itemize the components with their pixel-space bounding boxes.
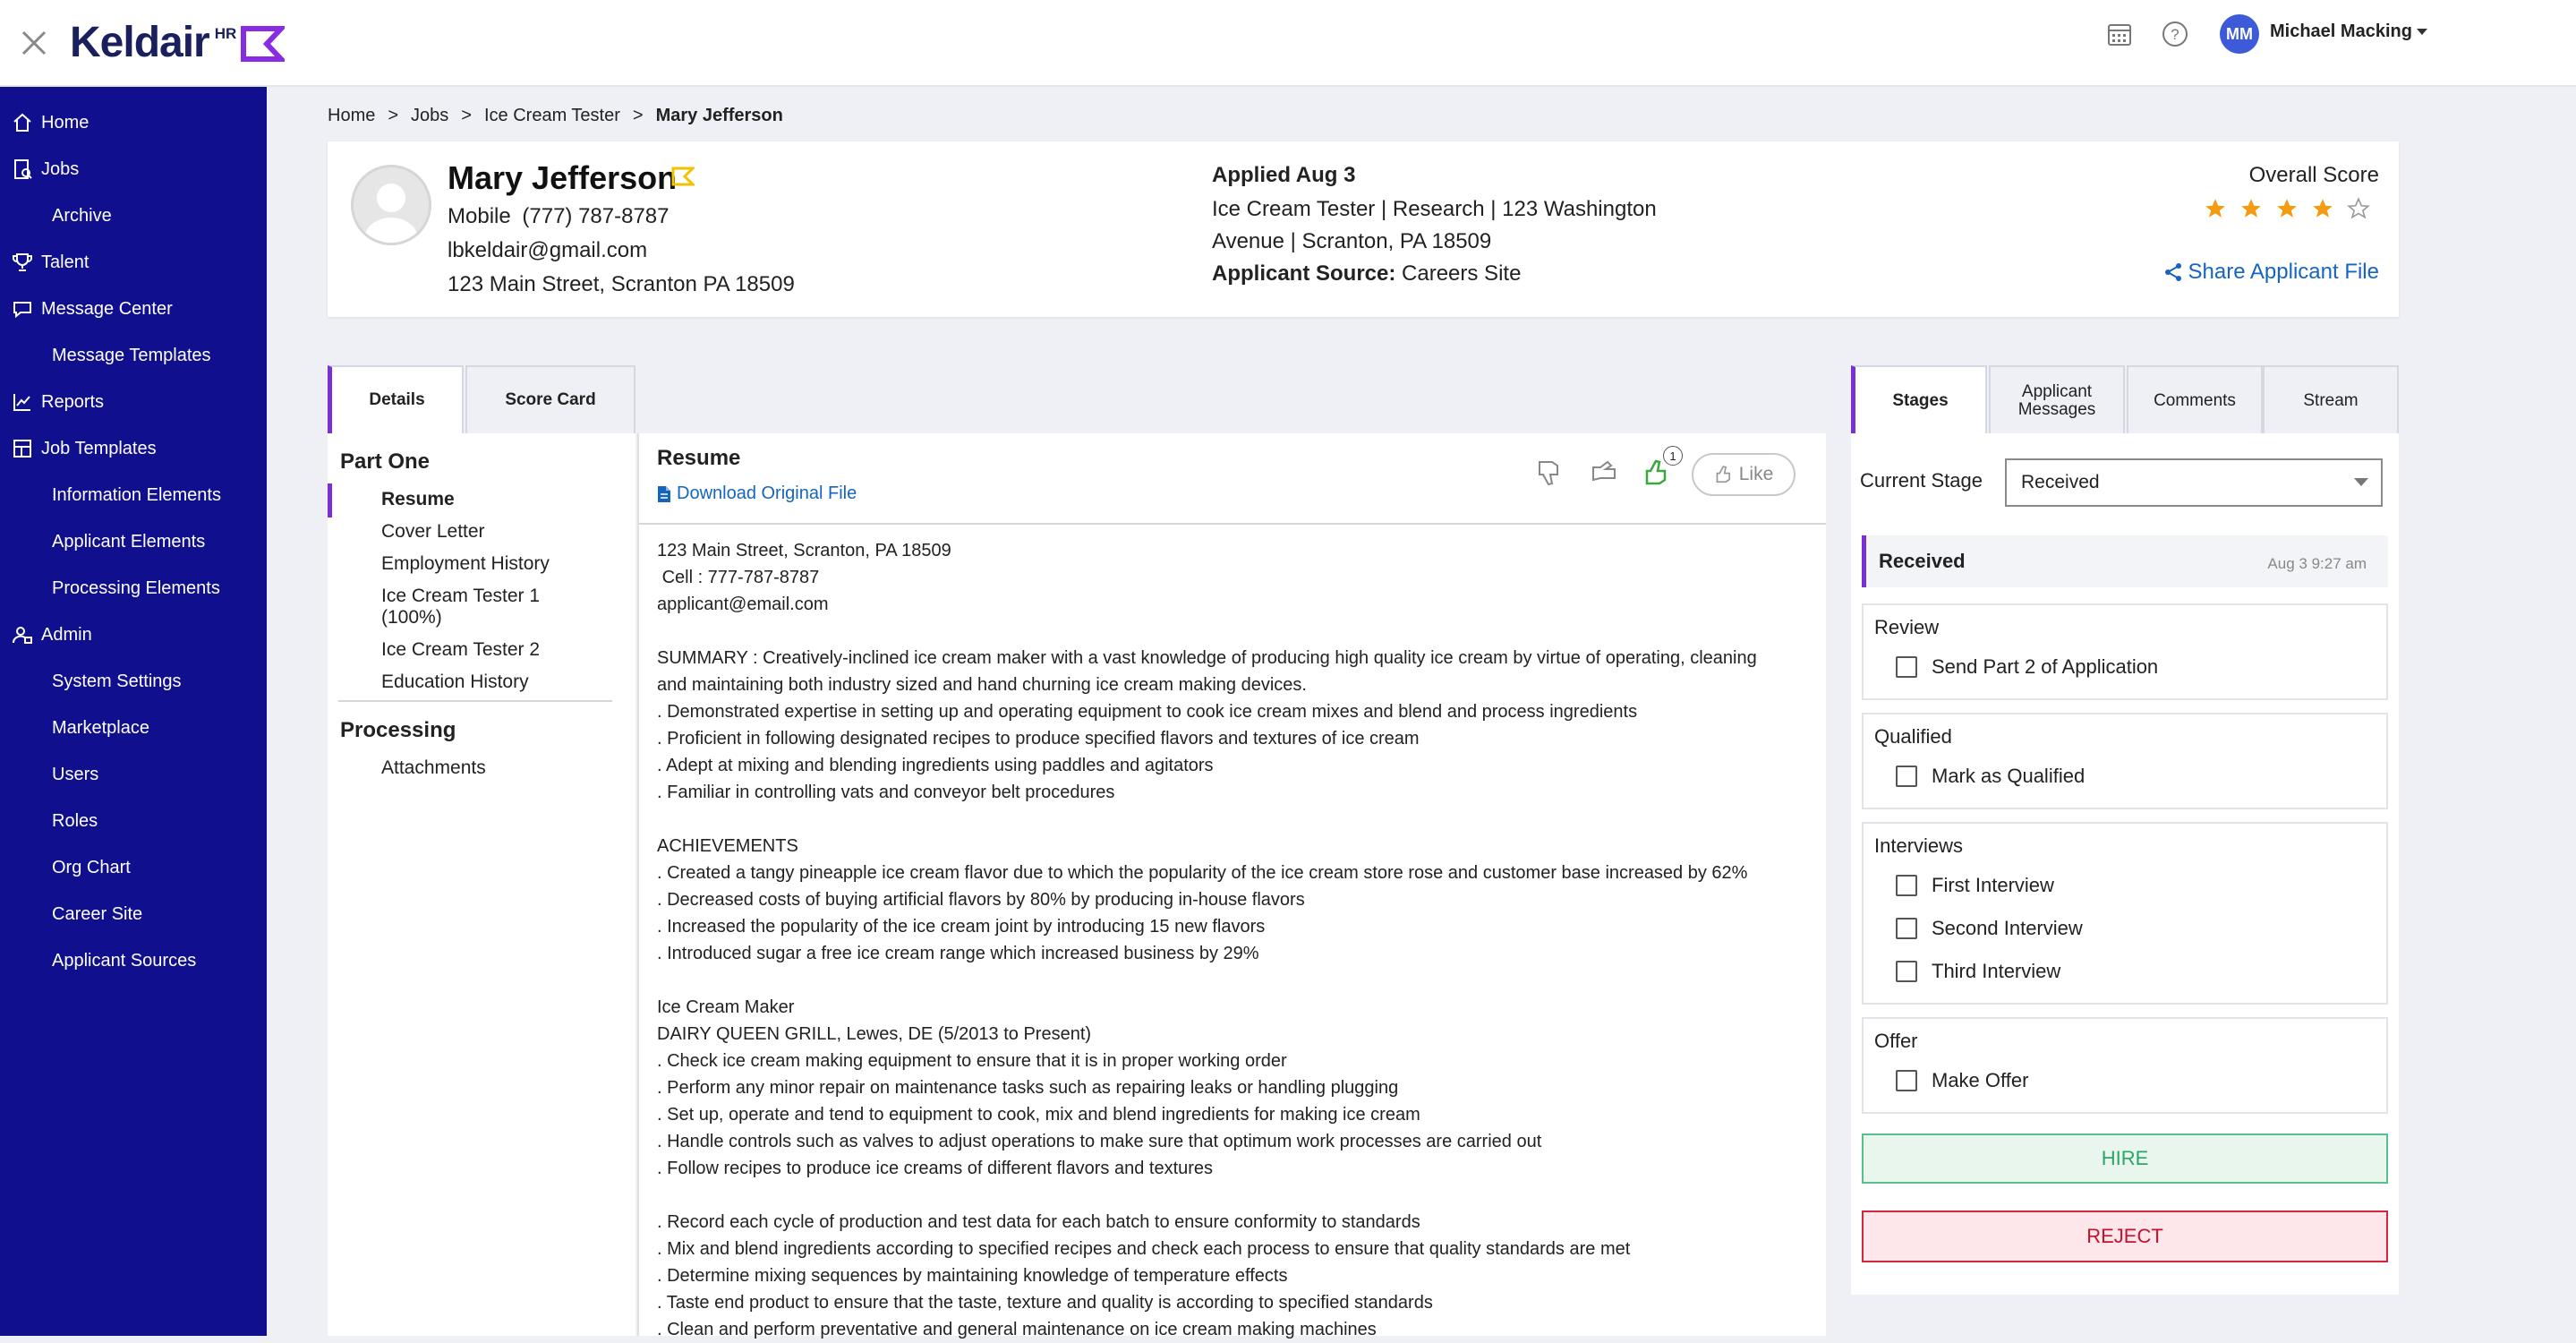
share-label: Share Applicant File: [2188, 260, 2379, 284]
received-label: Received: [1879, 550, 1966, 572]
stage-group-review: [1862, 603, 2388, 700]
chat-icon: [11, 297, 34, 321]
download-original-file-link[interactable]: [657, 483, 857, 504]
sidebar-item-roles[interactable]: [0, 801, 267, 841]
sidebar-item-label: Job Templates: [41, 438, 157, 458]
jobs-icon: [11, 158, 34, 181]
applicant-mobile: [448, 204, 670, 229]
task-send-part-2[interactable]: [1896, 655, 2158, 679]
nav-item-education-history[interactable]: Education History: [381, 672, 529, 692]
sidebar-item-label: Message Templates: [52, 345, 211, 365]
task-checkbox[interactable]: [1896, 766, 1917, 787]
star-rating[interactable]: [2204, 197, 2370, 220]
sidebar-item-org-chart[interactable]: [0, 848, 267, 887]
help-icon[interactable]: [2159, 18, 2191, 50]
applicant-avatar: [351, 165, 431, 245]
received-date: Aug 3 9:27 am: [2267, 555, 2367, 572]
admin-icon: [11, 623, 34, 646]
task-make-offer[interactable]: [1896, 1069, 2028, 1092]
sidebar-item-processing-elements[interactable]: [0, 569, 267, 608]
sidebar-item-message-center[interactable]: [0, 289, 267, 329]
task-third-interview[interactable]: [1896, 960, 2060, 983]
task-label: Second Interview: [1932, 917, 2083, 939]
hire-button[interactable]: HIRE: [1862, 1133, 2388, 1184]
logo-suffix: HR: [214, 25, 237, 42]
file-icon: [657, 485, 671, 503]
top-bar: [0, 0, 2576, 87]
calendar-icon[interactable]: [2103, 18, 2136, 50]
mobile-label: Mobile: [448, 204, 511, 228]
sidebar-item-message-templates[interactable]: [0, 336, 267, 375]
sidebar-item-system-settings[interactable]: [0, 662, 267, 701]
stages-panel: [1851, 433, 2399, 1295]
star-filled-icon[interactable]: [2275, 197, 2299, 220]
stage-group-interviews: [1862, 822, 2388, 1005]
task-first-interview[interactable]: [1896, 874, 2054, 897]
layout-icon: [11, 437, 34, 460]
breadcrumb-jobs[interactable]: Jobs: [411, 106, 449, 125]
applicant-name: Mary Jefferson: [448, 159, 678, 196]
like-label: Like: [1738, 464, 1774, 484]
nav-item-resume[interactable]: Resume: [381, 489, 455, 509]
applicant-source: [1212, 261, 1521, 287]
svg-text:?: ?: [2171, 26, 2179, 43]
breadcrumb-home[interactable]: Home: [328, 106, 376, 125]
sidebar-item-talent[interactable]: [0, 243, 267, 282]
task-mark-qualified[interactable]: [1896, 765, 2085, 788]
star-filled-icon[interactable]: [2239, 197, 2263, 220]
task-label: Third Interview: [1932, 960, 2061, 982]
tab-comments[interactable]: Comments: [2127, 365, 2263, 435]
stage-group-title: Qualified: [1874, 725, 1952, 748]
reject-button[interactable]: REJECT: [1862, 1210, 2388, 1262]
like-button[interactable]: [1692, 453, 1796, 496]
like-count-badge: 1: [1663, 446, 1683, 466]
applied-date: Applied Aug 3: [1212, 163, 1356, 187]
sidebar-item-users[interactable]: [0, 755, 267, 794]
nav-item-ice-cream-tester-1[interactable]: Ice Cream Tester 1 (100%): [381, 586, 541, 628]
sidebar-item-label: Reports: [41, 391, 105, 412]
resume-title: Resume: [657, 446, 741, 470]
task-label: First Interview: [1932, 874, 2054, 896]
sidebar-item-admin[interactable]: [0, 615, 267, 654]
sidebar-item-label: Talent: [41, 252, 90, 272]
sidebar-item-label: Message Center: [41, 298, 173, 319]
job-info-line2: Avenue | Scranton, PA 18509: [1212, 229, 1492, 253]
thumbs-neutral-icon[interactable]: [1590, 458, 1618, 485]
task-label: Send Part 2 of Application: [1932, 655, 2159, 678]
job-info-line1: Ice Cream Tester | Research | 123 Washington: [1212, 197, 1657, 221]
sidebar-item-label: Jobs: [41, 158, 80, 179]
tab-applicant-messages[interactable]: Applicant Messages: [1989, 365, 2125, 435]
breadcrumb: [328, 106, 783, 126]
stage-group-title: Interviews: [1874, 834, 1964, 857]
application-sections-nav: [328, 433, 635, 1336]
stage-group-title: Review: [1874, 616, 1940, 638]
tab-score-card[interactable]: Score Card: [465, 365, 635, 433]
sidebar-item-label: Applicant Sources: [52, 950, 197, 971]
section-part-one: Part One: [340, 449, 431, 474]
sidebar-item-label: Users: [52, 764, 99, 784]
star-empty-icon[interactable]: [2347, 197, 2370, 220]
task-checkbox[interactable]: [1896, 875, 1917, 896]
breadcrumb-job[interactable]: Ice Cream Tester: [483, 106, 620, 125]
sidebar-item-label: Applicant Elements: [52, 531, 206, 552]
sidebar-item-label: Marketplace: [52, 717, 149, 738]
source-label: Applicant Source:: [1212, 261, 1396, 286]
sidebar-item-applicant-elements[interactable]: [0, 522, 267, 561]
stage-group-offer: [1862, 1017, 2388, 1114]
received-stage-banner: [1862, 535, 2388, 587]
sidebar-item-jobs[interactable]: [0, 150, 267, 189]
caret-down-icon[interactable]: [2417, 29, 2427, 35]
nav-item-ice-cream-tester-2[interactable]: Ice Cream Tester 2: [381, 639, 541, 660]
like-icon: [1714, 465, 1734, 484]
sidebar-item-label: Processing Elements: [52, 577, 220, 598]
source-value: Careers Site: [1395, 261, 1522, 286]
sidebar-item-label: Information Elements: [52, 484, 221, 505]
current-stage-value: Received: [2021, 472, 2100, 492]
breadcrumb-separator: >: [632, 106, 644, 125]
flag-icon[interactable]: [671, 167, 695, 186]
sidebar-item-career-site[interactable]: [0, 894, 267, 934]
trophy-icon: [11, 251, 34, 274]
star-filled-icon[interactable]: [2311, 197, 2334, 220]
logo-mark-icon: [240, 25, 285, 63]
task-checkbox[interactable]: [1896, 1070, 1917, 1091]
task-label: Make Offer: [1932, 1069, 2029, 1091]
breadcrumb-current: Mary Jefferson: [655, 106, 783, 125]
resume-panel: [637, 433, 1826, 1339]
star-filled-icon[interactable]: [2204, 197, 2227, 220]
app-logo[interactable]: [70, 16, 285, 70]
tab-stream[interactable]: Stream: [2263, 365, 2399, 435]
nav-divider: [338, 700, 612, 702]
sidebar-item-home[interactable]: [0, 103, 267, 142]
logo-text: Keldair: [70, 19, 209, 66]
download-label: Download Original File: [677, 483, 857, 503]
current-stage-label: Current Stage: [1860, 469, 1983, 492]
tab-details[interactable]: Details: [328, 365, 464, 433]
thumbs-down-icon[interactable]: [1536, 458, 1563, 487]
stage-group-qualified: [1862, 713, 2388, 809]
active-marker: [328, 483, 332, 518]
share-applicant-link[interactable]: [2163, 260, 2379, 285]
close-icon[interactable]: [16, 25, 52, 61]
user-avatar[interactable]: MM: [2220, 14, 2259, 54]
sidebar-item-applicant-sources[interactable]: [0, 941, 267, 980]
resume-divider: [639, 523, 1826, 525]
user-name[interactable]: Michael Macking: [2270, 21, 2412, 41]
sidebar-item-label: Roles: [52, 810, 98, 831]
nav-item-attachments[interactable]: Attachments: [381, 757, 486, 778]
share-icon: [2163, 262, 2183, 282]
chevron-down-icon: [2354, 478, 2368, 486]
tab-stages[interactable]: Stages: [1851, 365, 1987, 435]
task-checkbox[interactable]: [1896, 918, 1917, 939]
sidebar: [0, 87, 267, 1336]
sidebar-item-information-elements[interactable]: [0, 475, 267, 515]
chart-icon: [11, 390, 34, 414]
user-placeholder-icon: [354, 167, 431, 245]
sidebar-item-label: Admin: [41, 624, 92, 645]
resume-text: 123 Main Street, Scranton, PA 18509 Cell : 777-787-8787 applicant@email.com SUMMARY : Creatively-inclined ice cream maker with a vast knowledge of producing high quality ice cream by virtue of operating, cleaning and maintaining both industry sized and hand churning ice cream making devices. . Demonstrated expertise in setting up and operating equipment to cook ice cream mixes and blend and process ingredients . Proficient in following designated recipes to produce specified flavors and textures of ice cream . Adept at mixing and blending ingredients using paddles and agitators . Familiar in controlling vats and conveyor belt procedures ACHIEVEMENTS . Created a tangy pineapple ice cream flavor due to which the popularity of the ice cream store rose and customer base increased by 62% . Decreased costs of buying artificial flavors by 80% by producing in-house flavors . Increased the popularity of the ice cream joint by introducing 15 new flavors . Introduced sugar a free ice cream range which increased business by 29% Ice Cream Maker DAIRY QUEEN GRILL, Lewes, DE (5/2013 to Present) . Check ice cream making equipment to ensure that it is in proper working order . Perform any minor repair on maintenance tasks such as repairing leaks or handling plugging . Set up, operate and tend to equipment to cook, mix and blend ingredients for making ice cream . Handle controls such as valves to adjust operations to make sure that optimum work processes are carried out . Follow recipes to produce ice creams of different flavors and textures . Record each cycle of production and test data for each batch to ensure conformity to standards . Mix and blend ingredients according to specified recipes and check each process to ensure that quality standards are met . Determine mixing sequences by maintaining knowledge of temperature effects . Taste end product to ensure that the taste, texture and quality is according to specified standards . Clean and perform preventative and general maintenance on ice cream making machines: [657, 541, 1757, 1339]
current-stage-select[interactable]: [2005, 458, 2383, 507]
sidebar-item-job-templates[interactable]: [0, 429, 267, 468]
sidebar-item-archive[interactable]: [0, 196, 267, 235]
nav-item-cover-letter[interactable]: Cover Letter: [381, 521, 485, 542]
section-processing: Processing: [340, 718, 456, 742]
sidebar-item-label: Home: [41, 112, 90, 133]
nav-item-employment-history[interactable]: Employment History: [381, 553, 550, 574]
overall-score-label: Overall Score: [2248, 163, 2379, 187]
applicant-address: 123 Main Street, Scranton PA 18509: [448, 272, 795, 296]
sidebar-item-label: System Settings: [52, 671, 182, 691]
sidebar-item-reports[interactable]: [0, 382, 267, 422]
task-checkbox[interactable]: [1896, 961, 1917, 982]
sidebar-item-label: Org Chart: [52, 857, 131, 877]
breadcrumb-separator: >: [461, 106, 472, 125]
task-checkbox[interactable]: [1896, 656, 1917, 678]
sidebar-item-label: Archive: [52, 205, 112, 226]
applicant-email[interactable]: lbkeldair@gmail.com: [448, 238, 648, 262]
sidebar-item-label: Career Site: [52, 903, 143, 924]
applicant-header-card: [328, 141, 2399, 317]
breadcrumb-separator: >: [388, 106, 399, 125]
mobile-value: (777) 787-8787: [522, 204, 670, 228]
sidebar-item-marketplace[interactable]: [0, 708, 267, 748]
stage-group-title: Offer: [1874, 1030, 1918, 1052]
task-label: Mark as Qualified: [1932, 765, 2086, 787]
task-second-interview[interactable]: [1896, 917, 2083, 940]
home-icon: [11, 111, 34, 134]
